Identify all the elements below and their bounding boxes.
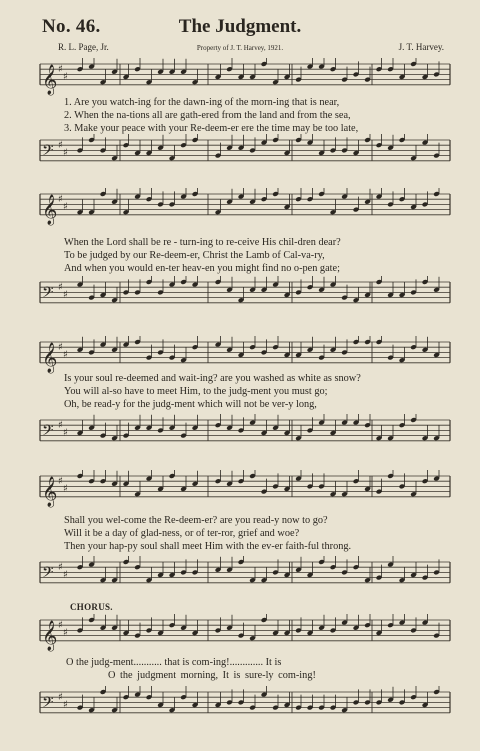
svg-text:𝄢: 𝄢 — [42, 563, 54, 585]
lyrics-block-5 — [66, 656, 452, 682]
svg-text:𝄞: 𝄞 — [42, 620, 58, 651]
lyric-line: O the judg-ment........... that is com-ing!............. It is — [66, 657, 282, 668]
svg-text:♯: ♯ — [63, 289, 68, 301]
bass-staff-1 — [0, 134, 480, 174]
lyric-line: When the Lord shall be re - turn-ing to re-ceive His chil-dren dear? — [64, 237, 341, 248]
svg-text:𝄢: 𝄢 — [42, 283, 54, 305]
svg-text:♯: ♯ — [58, 475, 63, 487]
chorus-label: CHORUS. — [70, 602, 113, 612]
svg-text:♯: ♯ — [58, 691, 63, 703]
svg-text:♯: ♯ — [58, 341, 63, 353]
treble-staff-4 — [0, 470, 480, 510]
svg-text:♯: ♯ — [58, 139, 63, 151]
hymn-title: The Judgment. — [178, 16, 302, 37]
lyric-line: 3. Make your peace with your Re-deem-er ere the time may be too late, — [64, 123, 359, 134]
svg-text:𝄢: 𝄢 — [42, 141, 54, 163]
svg-text:𝄢: 𝄢 — [42, 693, 54, 715]
svg-text:♯: ♯ — [63, 349, 68, 361]
lyric-line: Is your soul re-deemed and wait-ing? are you washed as white as snow? — [64, 373, 361, 384]
hymn-number: No. 46. — [42, 16, 101, 37]
svg-text:♯: ♯ — [63, 427, 68, 439]
treble-staff-5 — [0, 614, 480, 654]
treble-staff-2 — [0, 188, 480, 228]
lyric-line: Shall you wel-come the Re-deem-er? are you read-y now to go? — [64, 515, 328, 526]
lyric-line: O the judgment morning, It is sure-ly com-ing! — [108, 670, 316, 681]
svg-text:♯: ♯ — [58, 281, 63, 293]
svg-text:♯: ♯ — [63, 569, 68, 581]
svg-text:𝄞: 𝄞 — [42, 342, 58, 373]
svg-text:♯: ♯ — [63, 201, 68, 213]
bass-staff-3 — [0, 414, 480, 454]
svg-text:𝄞: 𝄞 — [42, 194, 58, 225]
svg-text:♯: ♯ — [63, 147, 68, 159]
svg-text:𝄞: 𝄞 — [42, 64, 58, 95]
treble-staff-3 — [0, 336, 480, 376]
composer-credit: J. T. Harvey. — [398, 42, 444, 52]
lyric-line: Oh, be read-y for the judg-ment which will not be ver-y long, — [64, 399, 317, 410]
lyrics-block-1 — [64, 96, 450, 135]
lyrics-block-4 — [64, 514, 450, 553]
bass-staff-2 — [0, 276, 480, 316]
copyright-notice: Property of J. T. Harvey, 1921. — [196, 44, 284, 52]
lyric-line: 2. When the na-tions all are gath-ered from the land and from the sea, — [64, 110, 351, 121]
lyricist-credit: R. L. Page, Jr. — [58, 42, 109, 52]
svg-text:♯: ♯ — [63, 627, 68, 639]
lyric-line: And when you would en-ter heav-en you might find no o-pen gate; — [64, 263, 340, 274]
lyrics-block-2 — [64, 236, 450, 275]
svg-text:♯: ♯ — [58, 561, 63, 573]
bass-staff-4 — [0, 556, 480, 596]
svg-text:𝄞: 𝄞 — [42, 476, 58, 507]
lyric-line: You will al-so have to meet Him, to the judg-ment you must go; — [64, 386, 328, 397]
svg-text:𝄢: 𝄢 — [42, 421, 54, 443]
treble-staff-1 — [0, 58, 480, 98]
svg-text:♯: ♯ — [63, 483, 68, 495]
svg-text:♯: ♯ — [63, 699, 68, 711]
lyric-line: To be judged by our Re-deem-er, Christ the Lamb of Cal-va-ry, — [64, 250, 325, 261]
lyric-line: 1. Are you watch-ing for the dawn-ing of the morn-ing that is near, — [64, 97, 340, 108]
lyrics-block-3 — [64, 372, 450, 411]
svg-text:♯: ♯ — [58, 619, 63, 631]
bass-staff-5 — [0, 686, 480, 726]
svg-text:♯: ♯ — [58, 419, 63, 431]
svg-text:♯: ♯ — [58, 63, 63, 75]
svg-text:♯: ♯ — [58, 193, 63, 205]
lyric-line: Then your hap-py soul shall meet Him with the ev-er faith-ful throng. — [64, 541, 352, 552]
lyric-line: Will it be a day of glad-ness, or of ter-ror, grief and woe? — [64, 528, 300, 539]
svg-text:♯: ♯ — [63, 71, 68, 83]
